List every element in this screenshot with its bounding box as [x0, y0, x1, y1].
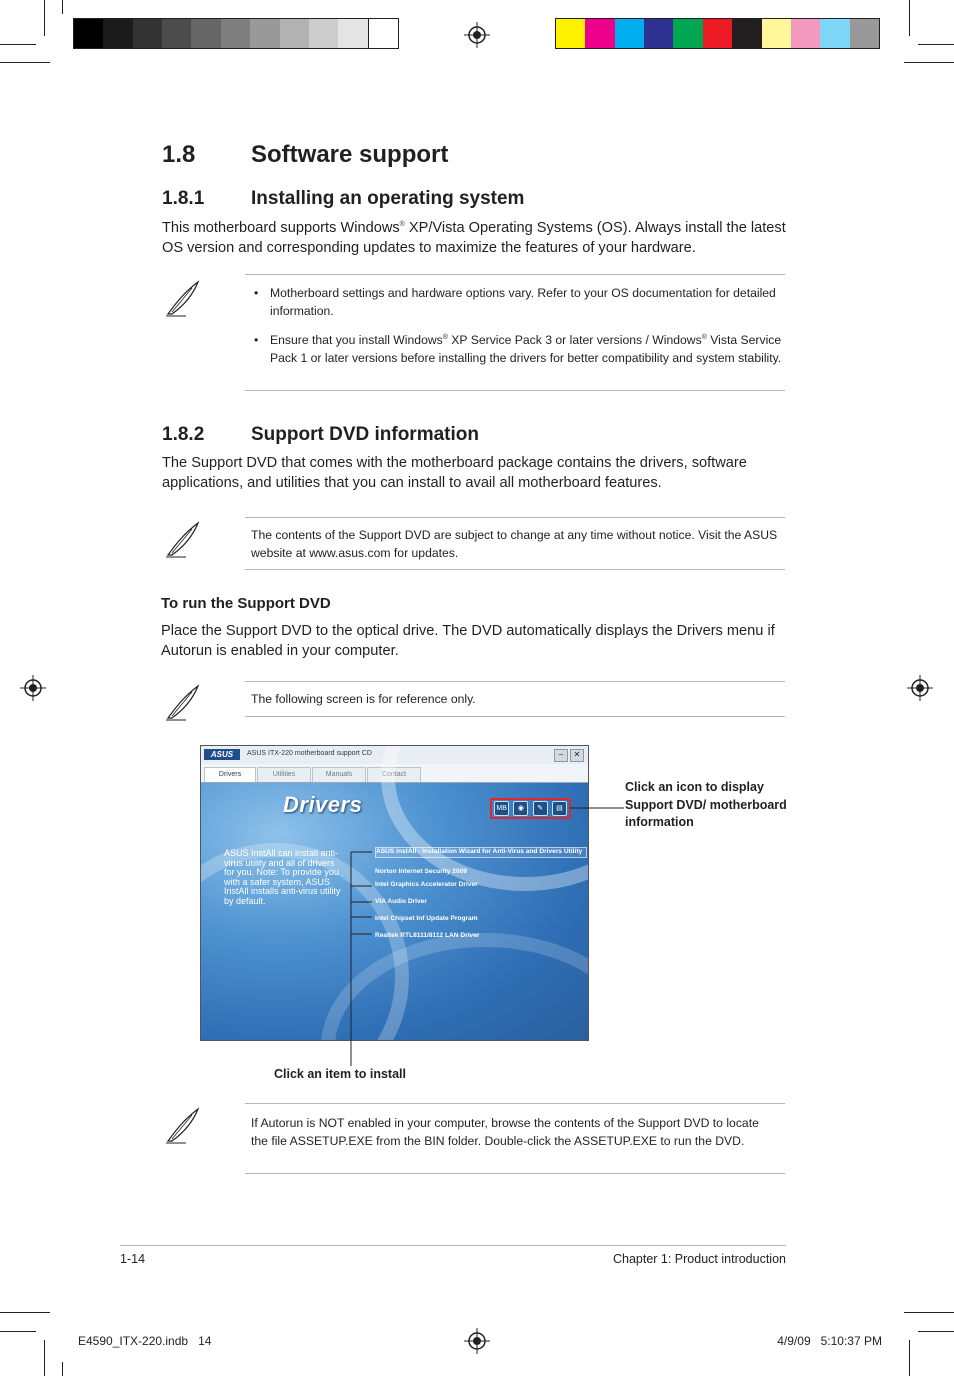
- dvd-browse-icon[interactable]: ◉: [513, 801, 528, 816]
- crop-mark: [0, 1331, 36, 1332]
- registration-mark-icon: [907, 675, 933, 701]
- slug-filename: E4590_ITX-220.indb 14: [78, 1334, 212, 1348]
- crop-mark: [44, 0, 45, 36]
- crop-mark: [62, 0, 63, 14]
- note-text: Motherboard settings and hardware options vary. Refer to your OS documentation for detailed information.: [270, 286, 776, 318]
- installer-description: ASUS InstAll can install anti-virus utility and all of drivers for you. Note: To provide you with a safer system, ASUS InstAll installs anti-virus utility by default.: [224, 848, 341, 906]
- note-text: Vista Service Pack 1 or later versions before installing the drivers for better compatibility and system stability.: [270, 333, 782, 365]
- paragraph-text: XP/Vista Operating Systems (OS). Always install the latest OS version and corresponding updates to maximize the features of your hardware.: [162, 220, 786, 256]
- crop-mark: [904, 1312, 954, 1313]
- leader-lines: [340, 800, 630, 1070]
- color-swatch: [732, 19, 761, 48]
- driver-item[interactable]: Intel Graphics Accelerator Driver: [375, 881, 478, 888]
- subsection-title: [162, 188, 524, 210]
- color-swatch: [791, 19, 820, 48]
- subsection-number: 1.8.2: [162, 424, 205, 445]
- color-swatch: [162, 19, 191, 48]
- note-box: [245, 681, 785, 717]
- driver-item[interactable]: ASUS InstAll - Installation Wizard for Anti-Virus and Drivers Utility: [375, 847, 587, 858]
- subsection-title: [162, 424, 479, 446]
- crop-mark: [909, 0, 910, 36]
- tab-drivers[interactable]: Drivers: [204, 767, 256, 782]
- color-swatch: [585, 19, 614, 48]
- driver-item[interactable]: Norton Internet Security 2009: [375, 868, 467, 875]
- crop-mark: [0, 62, 50, 63]
- registration-mark-icon: [464, 22, 490, 48]
- tab-utilities[interactable]: Utilities: [257, 767, 311, 782]
- section-title: [162, 141, 448, 169]
- color-swatch: [644, 19, 673, 48]
- color-swatch: [191, 19, 220, 48]
- footer-rule: [120, 1245, 786, 1246]
- minimize-button[interactable]: –: [554, 749, 568, 762]
- color-swatch: [368, 19, 398, 48]
- color-swatch: [133, 19, 162, 48]
- color-swatch: [615, 19, 644, 48]
- callout-install: Click an item to install: [274, 1067, 406, 1081]
- color-swatch: [309, 19, 338, 48]
- subsection-number: 1.8.1: [162, 188, 205, 209]
- paragraph: Place the Support DVD to the optical drive. The DVD automatically displays the Drivers menu if Autorun is enabled in your computer.: [161, 623, 775, 659]
- color-swatch: [850, 19, 879, 48]
- color-swatch: [250, 19, 279, 48]
- registration-mark-icon: [464, 1328, 490, 1354]
- list-item: [245, 285, 785, 320]
- callout-icons: Click an icon to display Support DVD/ motherboard information: [625, 780, 787, 829]
- color-swatch: [74, 19, 103, 48]
- run-heading: To run the Support DVD: [161, 595, 331, 612]
- driver-item[interactable]: Realtek RTL8111/8112 LAN Driver: [375, 932, 480, 939]
- pen-note-icon: [160, 517, 204, 561]
- note-text: XP Service Pack 3 or later versions / Windows: [447, 333, 702, 347]
- color-bar: [555, 18, 880, 49]
- crop-mark: [918, 44, 954, 45]
- pen-note-icon: [160, 1103, 204, 1147]
- note-box: [245, 517, 785, 570]
- pen-note-icon: [160, 680, 204, 724]
- chapter-title: Chapter 1: Product introduction: [612, 1252, 786, 1266]
- paragraph: [162, 218, 787, 258]
- crop-mark: [62, 1362, 63, 1376]
- list-item: [245, 332, 785, 367]
- color-swatch: [673, 19, 702, 48]
- color-swatch: [703, 19, 732, 48]
- crop-mark: [0, 1312, 50, 1313]
- tab-contact[interactable]: Contact: [367, 767, 421, 782]
- color-swatch: [221, 19, 250, 48]
- color-swatch: [338, 19, 367, 48]
- grayscale-bar: [73, 18, 399, 49]
- crop-mark: [0, 44, 36, 45]
- note-box: [245, 274, 785, 391]
- window-title: ASUS ITX-220 motherboard support CD: [247, 750, 372, 757]
- registered-mark: ®: [442, 333, 448, 341]
- crop-mark: [918, 1331, 954, 1332]
- note-box: [245, 1103, 785, 1174]
- bullet: •: [254, 333, 259, 347]
- bullet: •: [254, 286, 259, 300]
- crop-mark: [904, 62, 954, 63]
- note-text: If Autorun is NOT enabled in your computer, browse the contents of the Support DVD to locate the file ASSETUP.EXE from the BIN folder. Double-click the ASSETUP.EXE to run the DVD.: [251, 1116, 759, 1148]
- crop-mark: [44, 1340, 45, 1376]
- subsection-title-text: Installing an operating system: [251, 188, 525, 209]
- crop-mark: [909, 1340, 910, 1376]
- registered-mark: ®: [701, 333, 707, 341]
- tab-manuals[interactable]: Manuals: [312, 767, 366, 782]
- slug-date: 4/9/09 5:10:37 PM: [777, 1334, 882, 1348]
- drivers-heading: Drivers: [283, 792, 363, 817]
- pen-note-icon: [160, 276, 204, 320]
- close-button[interactable]: ✕: [570, 749, 584, 762]
- subsection-title-text: Support DVD information: [251, 424, 479, 445]
- paragraph: The Support DVD that comes with the motherboard package contains the drivers, software applications, and utilities that you can install to avail all motherboard features.: [162, 455, 747, 491]
- paragraph-text: This motherboard supports Windows: [162, 220, 400, 236]
- note-text: Ensure that you install Windows: [270, 333, 443, 347]
- registered-mark: ®: [399, 221, 405, 229]
- driver-item[interactable]: Intel Chipset Inf Update Program: [375, 915, 478, 922]
- color-swatch: [280, 19, 309, 48]
- color-swatch: [762, 19, 791, 48]
- page-number: 1-14: [120, 1252, 146, 1266]
- asus-logo: ASUS: [204, 749, 240, 760]
- note-list: [245, 285, 785, 367]
- section-number: 1.8: [162, 141, 196, 168]
- tool-icon[interactable]: ✎: [533, 801, 548, 816]
- color-swatch: [556, 19, 585, 48]
- document-icon[interactable]: ▤: [552, 801, 567, 816]
- driver-item[interactable]: VIA Audio Driver: [375, 898, 427, 905]
- color-swatch: [103, 19, 132, 48]
- section-title-text: Software support: [251, 141, 449, 168]
- registration-mark-icon: [20, 675, 46, 701]
- motherboard-info-icon[interactable]: MB: [494, 801, 509, 816]
- note-text: The following screen is for reference only.: [251, 692, 476, 706]
- color-swatch: [820, 19, 849, 48]
- note-text: The contents of the Support DVD are subject to change at any time without notice. Visit the ASUS website at www.asus.com for updates.: [251, 528, 778, 560]
